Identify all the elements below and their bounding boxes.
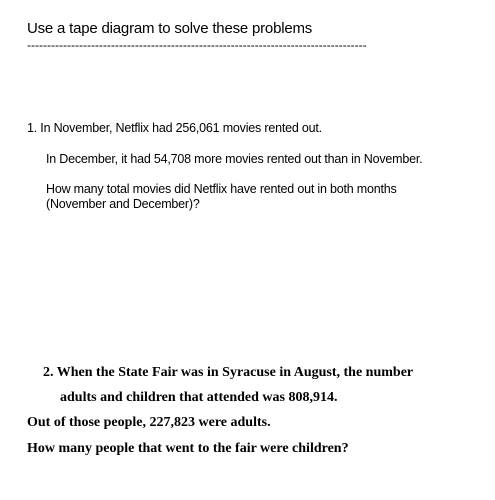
problem-1-statement: 1. In November, Netflix had 256,061 movies rented out.	[27, 121, 322, 135]
problem-1-detail: In December, it had 54,708 more movies rented out than in November.	[46, 152, 423, 166]
problem-2-statement: 2. When the State Fair was in Syracuse in August, the number	[43, 365, 414, 380]
problem-1-question-line-1: How many total movies did Netflix have rented out in both months	[46, 182, 397, 196]
problem-1-question-line-2: (November and December)?	[46, 197, 200, 211]
page-title: Use a tape diagram to solve these problems	[27, 20, 313, 37]
problem-2-statement-continued: adults and children that attended was 808,914.	[60, 390, 338, 405]
dashed-divider: -------------------------------------------------------------------------------------	[27, 38, 367, 52]
problem-1-question	[46, 182, 397, 212]
problem-2-detail: Out of those people, 227,823 were adults.	[27, 415, 271, 430]
problem-2-question: How many people that went to the fair were children?	[27, 441, 349, 456]
